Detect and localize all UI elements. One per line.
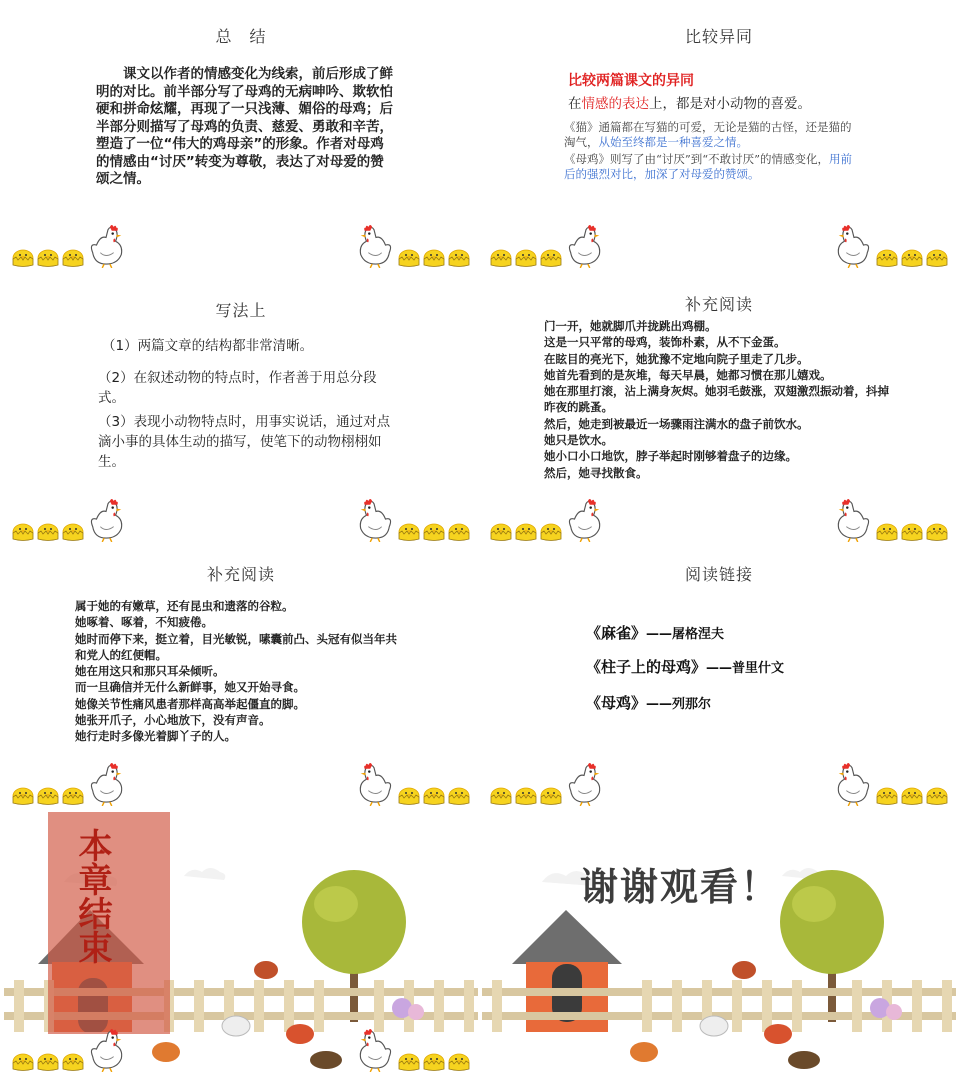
- chick-icon: [423, 1050, 445, 1072]
- chick-decoration-left: [490, 766, 605, 806]
- chick-decoration-left: [12, 1032, 127, 1072]
- flower-bush: [408, 1004, 424, 1020]
- chick-icon: [876, 784, 898, 806]
- link-author: ——普里什文: [706, 661, 785, 676]
- chick-icon: [901, 520, 923, 542]
- link-author: ——列那尔: [646, 697, 712, 712]
- slide-title: 比较异同: [684, 27, 753, 46]
- link-book-title: 《柱子上的母鸡》: [586, 658, 707, 676]
- chick-icon: [901, 784, 923, 806]
- hen-icon: [565, 498, 605, 542]
- reading-line: 属于她的有嫩草，还有昆虫和遗落的谷粒。: [75, 599, 294, 613]
- chick-decoration-right: [355, 1032, 470, 1072]
- chick-decoration-right: [355, 766, 470, 806]
- rooster-on-fence: [254, 961, 278, 979]
- hen-orange: [630, 1042, 658, 1062]
- reading-2-text: [75, 598, 405, 745]
- slide-title: 总 结: [215, 27, 267, 46]
- chick-icon: [540, 246, 562, 268]
- hen-icon: [87, 762, 127, 806]
- chick-icon: [398, 246, 420, 268]
- hen-icon: [355, 762, 395, 806]
- chick-icon: [62, 1050, 84, 1072]
- chick-icon: [12, 246, 34, 268]
- summary-text: 课文以作者的情感变化为线索，前后形成了鲜明的对比。前半部分写了母鸡的无病呻吟、欺软怕硬和拼命炫耀，再现了一只浅薄、媚俗的母鸡；后半部分则描写了母鸡的负责、慈爱、勇敢和辛苦，塑造了一位“伟大的鸡母亲”的形象。作者对母鸡的情感由“讨厌”转变为尊敬，表达了对母爱的赞颂之情。: [96, 66, 393, 187]
- chick-icon: [876, 246, 898, 268]
- reading-line: 她首先看到的是灰堆，每天早晨，她都习惯在那儿嬉戏。: [544, 367, 832, 382]
- chick-icon: [876, 520, 898, 542]
- cloud-shape: [184, 868, 225, 880]
- chick-icon: [423, 520, 445, 542]
- reading-line: 她像关节性痛风患者那样高高举起僵直的脚。: [75, 696, 305, 711]
- chick-icon: [515, 246, 537, 268]
- chick-decoration-left: [490, 502, 605, 542]
- link-author: ——屠格涅夫: [646, 627, 725, 642]
- hen-orange: [152, 1042, 180, 1062]
- chick-decoration-left: [490, 228, 605, 268]
- hen-icon: [833, 498, 873, 542]
- reading-link-item[interactable]: [586, 692, 711, 713]
- hen-icon: [355, 498, 395, 542]
- chick-icon: [448, 784, 470, 806]
- rooster-on-fence: [732, 961, 756, 979]
- farm-scene: [482, 812, 956, 1080]
- chick-icon: [37, 246, 59, 268]
- reading-line: 她时而停下来，挺立着，目光敏锐，嗉囊前凸、头冠有似当年共和党人的红便帽。: [75, 631, 397, 662]
- slide-thanks: [482, 812, 956, 1080]
- reading-line: 在眩目的亮光下，她犹豫不定地向院子里走了几步。: [544, 351, 809, 366]
- chick-icon: [398, 520, 420, 542]
- reading-link-item[interactable]: [586, 656, 784, 677]
- hen-icon: [87, 498, 127, 542]
- chick-icon: [37, 520, 59, 542]
- writing-point-3: （3）表现小动物特点时，用事实说话，通过对点滴小事的具体生动的描写，使笔下的动物栩栩如生。: [98, 414, 391, 470]
- rooster: [764, 1024, 792, 1044]
- hen-icon: [565, 762, 605, 806]
- compare-para-hen-a: 《母鸡》则写了由“讨厌”到“不敢讨厌”的情感变化，: [564, 152, 830, 166]
- compare-line1: [568, 92, 868, 112]
- chick-icon: [37, 1050, 59, 1072]
- link-book-title: 《麻雀》: [586, 624, 647, 642]
- compare-heading: 比较两篇课文的异同: [568, 73, 694, 89]
- chick-icon: [926, 246, 948, 268]
- compare-para-hen-b: 用前后的强烈对比，加深了对母爱的赞颂。: [564, 152, 853, 181]
- reading-line: 她小口小口地饮，脖子举起时刚够着盘子的边缘。: [544, 449, 797, 464]
- chick-icon: [926, 520, 948, 542]
- hen-icon: [833, 762, 873, 806]
- chick-icon: [62, 246, 84, 268]
- house-roof: [512, 910, 622, 964]
- link-book-title: 《母鸡》: [586, 694, 647, 712]
- slide-title: 写法上: [215, 301, 267, 320]
- reading-line: 她行走时多像光着脚丫子的人。: [75, 729, 236, 744]
- chick-icon: [540, 784, 562, 806]
- chick-icon: [398, 784, 420, 806]
- slide-title: 阅读链接: [684, 565, 753, 584]
- thanks-title: 谢谢观看！: [580, 865, 781, 909]
- slide-links: [482, 542, 956, 810]
- hen-brown: [788, 1051, 820, 1069]
- reading-line: 她啄着、啄着，不知疲倦。: [75, 615, 213, 630]
- hen-icon: [833, 224, 873, 268]
- chick-decoration-right: [833, 502, 948, 542]
- chick-icon: [901, 246, 923, 268]
- chick-icon: [423, 246, 445, 268]
- chick-icon: [62, 520, 84, 542]
- compare-para-cat: [564, 120, 854, 150]
- writing-point-1: （1）两篇文章的结构都非常清晰。: [102, 338, 314, 354]
- chick-icon: [37, 784, 59, 806]
- chick-icon: [490, 520, 512, 542]
- slide-title: 补充阅读: [206, 565, 275, 584]
- chapter-end-text: 本章结束: [72, 828, 112, 964]
- chick-icon: [515, 520, 537, 542]
- reading-1-text: [544, 318, 894, 481]
- chick-decoration-left: [12, 228, 127, 268]
- tree-highlight: [792, 886, 836, 922]
- hen-brown: [310, 1051, 342, 1069]
- slide-writing: [4, 278, 478, 546]
- reading-line: 她在那里打滚，沾上满身灰烬。她羽毛鼓涨，双翅激烈振动着，抖掉昨夜的跳蚤。: [544, 384, 889, 415]
- hen-icon: [87, 224, 127, 268]
- chick-decoration-left: [12, 766, 127, 806]
- reading-link-item[interactable]: [586, 622, 724, 643]
- chick-icon: [12, 1050, 34, 1072]
- hen-icon: [355, 1028, 395, 1072]
- chick-icon: [448, 520, 470, 542]
- chick-icon: [448, 246, 470, 268]
- chick-decoration-left: [12, 502, 127, 542]
- chick-icon: [540, 520, 562, 542]
- flower-bush: [886, 1004, 902, 1020]
- reading-line: 然后，她寻找散食。: [544, 465, 648, 480]
- compare-line1-c: 上，都是对小动物的喜爱。: [649, 96, 811, 112]
- chick-icon: [926, 784, 948, 806]
- compare-para-hen: [564, 152, 854, 182]
- ground: [482, 1032, 956, 1080]
- chick-decoration-right: [833, 766, 948, 806]
- reading-line: 这是一只平常的母鸡，装饰朴素，从不下金蛋。: [544, 335, 786, 350]
- rooster: [286, 1024, 314, 1044]
- reading-line: 而一旦确信并无什么新鲜事，她又开始寻食。: [75, 680, 305, 695]
- white-hen: [700, 1016, 728, 1036]
- compare-line1-a: 在: [568, 96, 582, 112]
- chick-icon: [490, 246, 512, 268]
- slide-compare: [482, 4, 956, 272]
- reading-line: 门一开，她就脚爪并拢跳出鸡棚。: [544, 319, 717, 333]
- reading-line: 然后，她走到被最近一场骤雨注满水的盘子前饮水。: [544, 416, 809, 431]
- hen-icon: [87, 1028, 127, 1072]
- reading-line: 她在用这只和那只耳朵倾听。: [75, 664, 225, 679]
- chick-icon: [12, 784, 34, 806]
- hen-icon: [355, 224, 395, 268]
- slide-chapter-end: [4, 812, 478, 1080]
- writing-point-2: （2）在叙述动物的特点时，作者善于用总分段式。: [98, 370, 377, 406]
- hen-icon: [565, 224, 605, 268]
- chick-icon: [490, 784, 512, 806]
- chick-icon: [62, 784, 84, 806]
- chick-decoration-right: [355, 228, 470, 268]
- chick-decoration-right: [833, 228, 948, 268]
- chick-decoration-right: [355, 502, 470, 542]
- chick-icon: [448, 1050, 470, 1072]
- slide-reading-2: [4, 542, 478, 810]
- reading-line: 她张开爪子，小心地放下，没有声音。: [75, 713, 271, 728]
- compare-para-cat-b: 从始至终都是一种喜爱之情。: [598, 135, 748, 149]
- tree-highlight: [314, 886, 358, 922]
- slide-reading-1: [482, 278, 956, 546]
- slide-title: 补充阅读: [684, 295, 753, 314]
- chick-icon: [12, 520, 34, 542]
- chick-icon: [423, 784, 445, 806]
- reading-line: 她只是饮水。: [544, 433, 613, 448]
- slide-summary: [4, 4, 478, 272]
- tree-crown: [302, 870, 406, 974]
- white-hen: [222, 1016, 250, 1036]
- chick-icon: [398, 1050, 420, 1072]
- tree-crown: [780, 870, 884, 974]
- compare-line1-highlight: 情感的表达: [581, 96, 649, 112]
- compare-para-cat-a: 《猫》通篇都在写猫的可爱，无论是猫的古怪，还是猫的淘气，: [564, 120, 852, 149]
- chick-icon: [515, 784, 537, 806]
